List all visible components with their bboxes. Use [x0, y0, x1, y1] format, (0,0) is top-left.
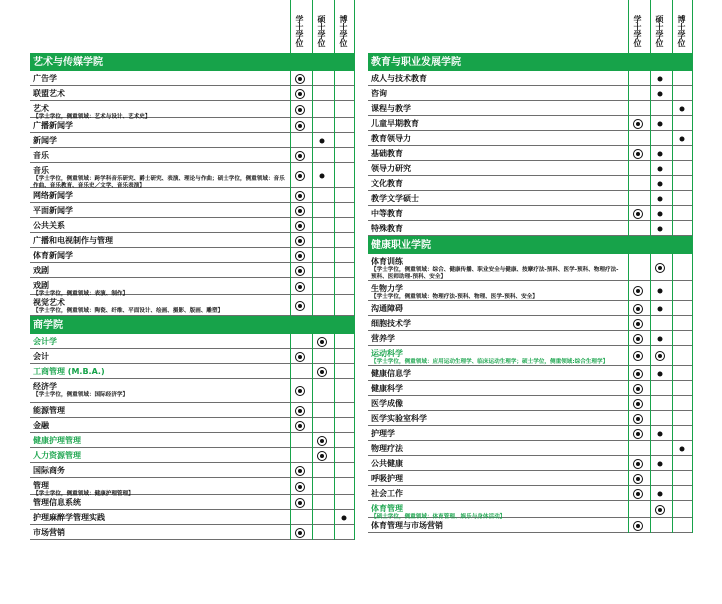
- program-label: 市场营销: [33, 528, 65, 537]
- program-label: 广播和电视制作与管理: [33, 236, 113, 245]
- program-row: [30, 263, 355, 278]
- master-degree-mark: [658, 306, 663, 311]
- master-degree-mark: [320, 138, 325, 143]
- program-name: [371, 73, 624, 84]
- program-label: 体育管理与市场营销: [371, 521, 443, 530]
- program-label: 基础教育: [371, 149, 403, 158]
- section-title: 商学院: [33, 320, 63, 331]
- bachelor-degree-mark: [633, 489, 643, 499]
- program-label: 医学成像: [371, 399, 403, 408]
- program-name: [371, 383, 624, 394]
- master-degree-mark: [317, 337, 327, 347]
- program-row: [30, 233, 355, 248]
- bachelor-degree-mark: [633, 334, 643, 344]
- bachelor-degree-mark: [633, 119, 643, 129]
- master-degree-mark: [655, 351, 665, 361]
- program-name: [371, 458, 624, 469]
- program-label: 工商管理 (M.B.A.): [33, 367, 105, 376]
- program-name: [371, 428, 624, 439]
- program-name: [33, 512, 287, 523]
- program-row: [368, 331, 692, 346]
- program-concentrations: 【学士学位，侧重领域：陶瓷、纤维、平面设计、绘画、摄影、版画、雕塑】: [33, 308, 224, 314]
- program-name: [33, 351, 287, 362]
- program-row: [30, 148, 355, 163]
- bachelor-degree-mark: [633, 286, 643, 296]
- program-row: [30, 101, 355, 118]
- master-degree-mark: [658, 121, 663, 126]
- column-divider: [672, 0, 673, 533]
- program-label: 课程与教学: [371, 104, 411, 113]
- program-row: [368, 116, 692, 131]
- program-name: [371, 223, 624, 234]
- program-label: 戏剧: [33, 266, 49, 275]
- section-title: 健康职业学院: [371, 240, 431, 251]
- program-label: 人力资源管理: [33, 451, 81, 460]
- program-name: [33, 220, 287, 231]
- master-column-header: 硕士学位: [655, 15, 664, 47]
- program-name: [371, 148, 624, 159]
- program-label: 健康护理管理: [33, 436, 81, 445]
- bachelor-degree-mark: [295, 528, 305, 538]
- program-row: [30, 495, 355, 510]
- bachelor-degree-mark: [295, 482, 305, 492]
- right-panel: [368, 0, 692, 533]
- program-row: [368, 456, 692, 471]
- program-row: [30, 364, 355, 379]
- program-label: 医学实验室科学: [371, 414, 427, 423]
- program-row: [368, 301, 692, 316]
- program-name: [33, 366, 287, 377]
- section-header: [368, 53, 692, 71]
- program-row: [30, 71, 355, 86]
- program-label: 公共健康: [371, 459, 403, 468]
- program-label: 广播新闻学: [33, 121, 73, 130]
- program-label: 成人与技术教育: [371, 74, 427, 83]
- program-label: 细胞技术学: [371, 319, 411, 328]
- program-name: [371, 443, 624, 454]
- bachelor-degree-mark: [295, 266, 305, 276]
- program-label: 网络新闻学: [33, 191, 73, 200]
- master-degree-mark: [655, 505, 665, 515]
- program-label: 社会工作: [371, 489, 403, 498]
- program-name: [371, 398, 624, 409]
- bachelor-degree-mark: [295, 352, 305, 362]
- program-name: [33, 297, 287, 315]
- program-row: [30, 418, 355, 433]
- program-label: 公共关系: [33, 221, 65, 230]
- program-name: [33, 405, 287, 416]
- program-concentrations: 【学士学位，侧重领域：表演、制作】: [33, 291, 129, 297]
- master-degree-mark: [658, 151, 663, 156]
- bachelor-degree-mark: [295, 406, 305, 416]
- column-divider: [312, 0, 313, 540]
- program-table-right: [368, 53, 692, 533]
- program-label: 中等教育: [371, 209, 403, 218]
- master-degree-mark: [317, 367, 327, 377]
- program-row: [30, 525, 355, 540]
- program-row: [368, 254, 692, 281]
- bachelor-degree-mark: [633, 384, 643, 394]
- master-degree-mark: [658, 76, 663, 81]
- master-degree-mark: [658, 491, 663, 496]
- program-name: [33, 381, 287, 399]
- bachelor-column-header: 学士学位: [633, 15, 642, 47]
- program-name: [33, 465, 287, 476]
- section-title: 教育与职业发展学院: [371, 57, 461, 68]
- program-row: [30, 203, 355, 218]
- program-concentrations: 【学士学位，侧重领域：国际经济学】: [33, 392, 129, 398]
- bachelor-degree-mark: [633, 429, 643, 439]
- program-row: [30, 403, 355, 418]
- program-label: 体育管理: [371, 504, 403, 513]
- program-name: [371, 413, 624, 424]
- bachelor-degree-mark: [633, 459, 643, 469]
- column-divider: [628, 0, 629, 533]
- program-name: [371, 163, 624, 174]
- program-name: [371, 256, 624, 281]
- program-row: [30, 218, 355, 233]
- program-name: [371, 303, 624, 314]
- program-row: [368, 366, 692, 381]
- program-name: [371, 133, 624, 144]
- program-row: [368, 146, 692, 161]
- program-row: [368, 471, 692, 486]
- program-name: [33, 336, 287, 347]
- bachelor-degree-mark: [295, 121, 305, 131]
- program-row: [30, 478, 355, 495]
- program-concentrations: 【学士学位，侧重领域：跨学科音乐研究、爵士研究、表演、理论与作曲；硕士学位，侧重领域：音乐作曲、音乐教育、音乐史／文学、音乐表演】: [33, 176, 285, 189]
- program-concentrations: 【学士学位，侧重领域：物理疗法-预科、物理、医学-预科、安全】: [371, 294, 538, 300]
- bachelor-degree-mark: [633, 414, 643, 424]
- program-row: [368, 191, 692, 206]
- master-degree-mark: [658, 181, 663, 186]
- program-row: [368, 316, 692, 331]
- program-row: [368, 176, 692, 191]
- program-name: [33, 150, 287, 161]
- program-label: 管理: [33, 481, 49, 490]
- master-degree-mark: [658, 431, 663, 436]
- program-label: 运动科学: [371, 349, 403, 358]
- program-label: 呼吸护理: [371, 474, 403, 483]
- bachelor-degree-mark: [633, 474, 643, 484]
- bachelor-degree-mark: [295, 206, 305, 216]
- master-degree-mark: [320, 173, 325, 178]
- program-row: [368, 518, 692, 533]
- program-label: 音乐: [33, 151, 49, 160]
- program-label: 护理学: [371, 429, 395, 438]
- program-label: 会计: [33, 352, 49, 361]
- program-name: [33, 435, 287, 446]
- program-row: [368, 281, 692, 301]
- program-name: [371, 333, 624, 344]
- column-header: [368, 0, 692, 53]
- program-row: [30, 248, 355, 263]
- bachelor-degree-mark: [295, 386, 305, 396]
- program-row: [368, 426, 692, 441]
- program-label: 金融: [33, 421, 49, 430]
- section-title: 艺术与传媒学院: [33, 57, 103, 68]
- master-degree-mark: [658, 226, 663, 231]
- program-row: [368, 396, 692, 411]
- program-label: 国际商务: [33, 466, 65, 475]
- master-degree-mark: [658, 461, 663, 466]
- program-label: 音乐: [33, 166, 49, 175]
- program-row: [368, 441, 692, 456]
- program-concentrations: 【学士学位，侧重领域：健康护理管理】: [33, 491, 134, 497]
- doctor-degree-mark: [680, 136, 685, 141]
- program-label: 新闻学: [33, 136, 57, 145]
- column-divider: [692, 0, 693, 533]
- program-name: [33, 88, 287, 99]
- program-row: [368, 86, 692, 101]
- section-header: [368, 236, 692, 254]
- bachelor-degree-mark: [633, 149, 643, 159]
- program-name: [33, 120, 287, 131]
- program-label: 视觉艺术: [33, 298, 65, 307]
- program-name: [33, 165, 287, 190]
- program-row: [30, 510, 355, 525]
- program-label: 领导力研究: [371, 164, 411, 173]
- bachelor-degree-mark: [633, 304, 643, 314]
- bachelor-degree-mark: [633, 399, 643, 409]
- program-row: [30, 349, 355, 364]
- master-degree-mark: [658, 91, 663, 96]
- section-header: [30, 53, 355, 71]
- program-name: [371, 103, 624, 114]
- program-row: [368, 131, 692, 146]
- program-name: [33, 190, 287, 201]
- bachelor-degree-mark: [633, 351, 643, 361]
- bachelor-degree-mark: [633, 319, 643, 329]
- program-name: [371, 473, 624, 484]
- program-name: [33, 527, 287, 538]
- program-name: [33, 450, 287, 461]
- program-label: 营养学: [371, 334, 395, 343]
- program-name: [33, 73, 287, 84]
- program-name: [33, 235, 287, 246]
- program-name: [33, 497, 287, 508]
- program-label: 护理麻醉学管理实践: [33, 513, 105, 522]
- program-row: [368, 161, 692, 176]
- master-degree-mark: [658, 196, 663, 201]
- program-row: [30, 379, 355, 403]
- program-concentrations: 【硕士学位，侧重领域：体育管理、娱乐与身体活动】: [371, 514, 506, 520]
- bachelor-degree-mark: [295, 301, 305, 311]
- program-label: 广告学: [33, 74, 57, 83]
- program-row: [368, 101, 692, 116]
- bachelor-column-header: 学士学位: [295, 15, 304, 47]
- bachelor-degree-mark: [295, 74, 305, 84]
- bachelor-degree-mark: [295, 221, 305, 231]
- column-divider: [650, 0, 651, 533]
- program-label: 平面新闻学: [33, 206, 73, 215]
- doctor-degree-mark: [680, 446, 685, 451]
- doctor-column-header: 博士学位: [339, 15, 348, 47]
- program-row: [30, 118, 355, 133]
- column-header: [30, 0, 355, 53]
- program-label: 物理疗法: [371, 444, 403, 453]
- bachelor-degree-mark: [295, 151, 305, 161]
- program-name: [33, 420, 287, 431]
- program-label: 管理信息系统: [33, 498, 81, 507]
- bachelor-degree-mark: [295, 466, 305, 476]
- bachelor-degree-mark: [633, 521, 643, 531]
- master-degree-mark: [317, 451, 327, 461]
- program-label: 咨询: [371, 89, 387, 98]
- program-row: [368, 411, 692, 426]
- program-label: 艺术: [33, 104, 49, 113]
- program-name: [371, 318, 624, 329]
- program-concentrations: 【学士学位，侧重领域：应用运动生理学、临床运动生理学；硕士学位，侧重领域:综合生理学】: [371, 359, 609, 365]
- doctor-column-header: 博士学位: [677, 15, 686, 47]
- program-name: [33, 205, 287, 216]
- program-row: [368, 206, 692, 221]
- program-name: [33, 135, 287, 146]
- program-label: 文化教育: [371, 179, 403, 188]
- program-row: [368, 221, 692, 236]
- master-degree-mark: [658, 166, 663, 171]
- program-row: [30, 463, 355, 478]
- bachelor-degree-mark: [295, 89, 305, 99]
- program-row: [30, 188, 355, 203]
- program-label: 联盟艺术: [33, 89, 65, 98]
- program-row: [30, 334, 355, 349]
- doctor-degree-mark: [680, 106, 685, 111]
- bachelor-degree-mark: [295, 282, 305, 292]
- master-degree-mark: [658, 289, 663, 294]
- program-concentrations: 【学士学位，侧重领域：艺术与设计、艺术史】: [33, 114, 151, 120]
- doctor-degree-mark: [342, 515, 347, 520]
- program-label: 能源管理: [33, 406, 65, 415]
- column-divider: [334, 0, 335, 540]
- bachelor-degree-mark: [295, 236, 305, 246]
- program-name: [371, 208, 624, 219]
- program-name: [371, 348, 624, 366]
- program-name: [371, 193, 624, 204]
- program-row: [30, 163, 355, 188]
- program-label: 体育训练: [371, 257, 403, 266]
- program-row: [368, 501, 692, 518]
- program-label: 戏剧: [33, 281, 49, 290]
- program-row: [30, 448, 355, 463]
- program-label: 特殊教育: [371, 224, 403, 233]
- program-concentrations: 【学士学位，侧重领域：综合、健康传播、职业安全与健康、按摩疗法-预科、医学-预科、物理疗法-预科、医师助理-预科、安全】: [371, 267, 619, 280]
- program-row: [368, 71, 692, 86]
- bachelor-degree-mark: [295, 251, 305, 261]
- program-name: [371, 178, 624, 189]
- program-row: [30, 86, 355, 101]
- column-divider: [290, 0, 291, 540]
- master-degree-mark: [655, 263, 665, 273]
- program-name: [33, 265, 287, 276]
- program-table-left: [30, 53, 355, 540]
- program-name: [371, 118, 624, 129]
- master-degree-mark: [658, 371, 663, 376]
- program-row: [30, 295, 355, 316]
- bachelor-degree-mark: [633, 209, 643, 219]
- program-label: 健康信息学: [371, 369, 411, 378]
- section-header: [30, 316, 355, 334]
- program-label: 儿童早期教育: [371, 119, 419, 128]
- bachelor-degree-mark: [295, 171, 305, 181]
- master-degree-mark: [658, 211, 663, 216]
- master-degree-mark: [317, 436, 327, 446]
- bachelor-degree-mark: [295, 105, 305, 115]
- program-label: 教育领导力: [371, 134, 411, 143]
- program-row: [368, 346, 692, 366]
- program-name: [371, 520, 624, 531]
- bachelor-degree-mark: [633, 369, 643, 379]
- master-column-header: 硕士学位: [317, 15, 326, 47]
- program-label: 体育新闻学: [33, 251, 73, 260]
- program-label: 沟通障碍: [371, 304, 403, 313]
- program-row: [368, 486, 692, 501]
- column-divider: [354, 0, 355, 540]
- bachelor-degree-mark: [295, 191, 305, 201]
- program-label: 生物力学: [371, 284, 403, 293]
- master-degree-mark: [658, 336, 663, 341]
- program-name: [371, 283, 624, 301]
- program-row: [30, 433, 355, 448]
- left-panel: [30, 0, 355, 540]
- program-label: 经济学: [33, 382, 57, 391]
- program-row: [368, 381, 692, 396]
- program-name: [371, 368, 624, 379]
- program-label: 健康科学: [371, 384, 403, 393]
- program-name: [371, 88, 624, 99]
- program-name: [33, 250, 287, 261]
- program-row: [30, 278, 355, 295]
- program-name: [371, 488, 624, 499]
- bachelor-degree-mark: [295, 498, 305, 508]
- program-label: 教学文学硕士: [371, 194, 419, 203]
- program-label: 会计学: [33, 337, 57, 346]
- program-row: [30, 133, 355, 148]
- bachelor-degree-mark: [295, 421, 305, 431]
